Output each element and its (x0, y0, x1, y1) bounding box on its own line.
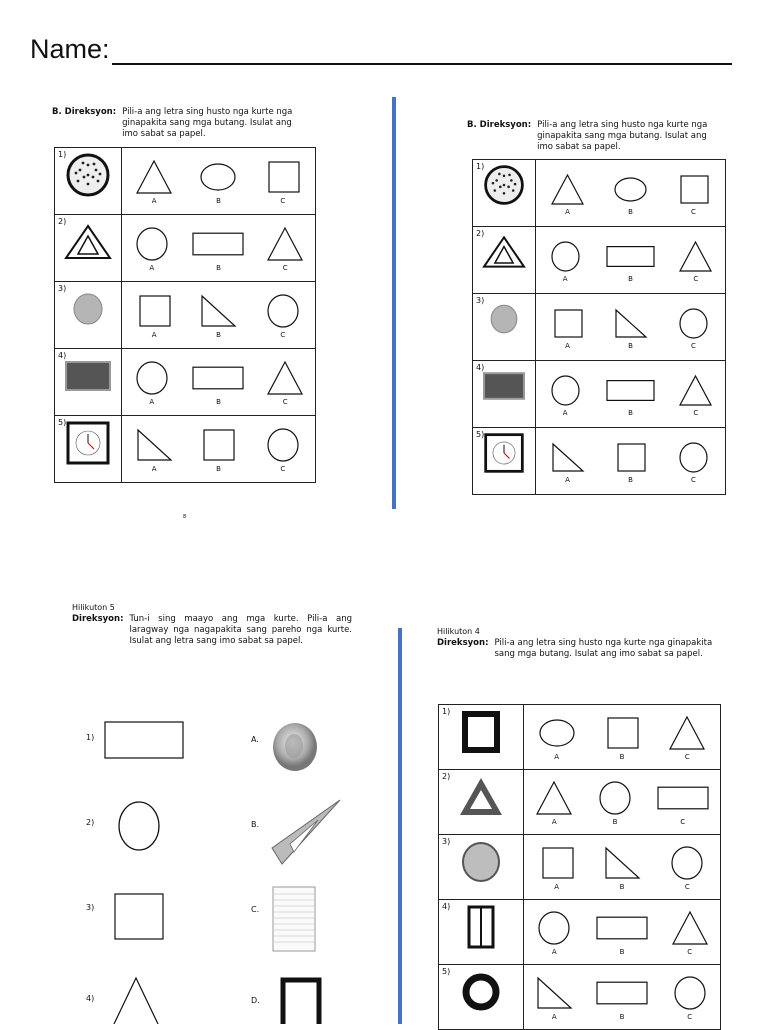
choice-letter: B (628, 475, 633, 484)
right-triangle-shape (199, 293, 237, 329)
choices-cell (122, 416, 316, 483)
choice-letter: C (687, 948, 693, 956)
choice-letter: B (619, 1013, 625, 1021)
divider-top (392, 97, 396, 509)
square-shape (550, 307, 585, 340)
table-row (439, 900, 721, 965)
object-cell (439, 705, 524, 770)
square-shape (603, 715, 641, 751)
object-picture (439, 968, 523, 1016)
choice-c[interactable] (678, 238, 713, 283)
object-cell (439, 965, 524, 1030)
triangle-shape (668, 715, 706, 751)
circle-shape (668, 845, 706, 881)
triangle-shape (266, 360, 304, 396)
directions-label: B. Direksyon: (467, 120, 532, 130)
choices-cell (122, 215, 316, 282)
choice-b[interactable] (596, 973, 648, 1021)
choice-c[interactable] (668, 843, 706, 891)
object-cell (55, 148, 122, 215)
item-number: 3) (442, 837, 451, 846)
triangle-shape (266, 226, 304, 262)
choice-letter: B (216, 197, 221, 205)
object-cell (55, 416, 122, 483)
object-cell (55, 282, 122, 349)
table-row (55, 282, 316, 349)
choice-a[interactable] (538, 713, 576, 761)
choices-cell (536, 227, 726, 294)
choice-letter: B (619, 948, 625, 956)
choice-letter: B (216, 331, 221, 339)
item-number: 3) (58, 284, 67, 293)
rectangle-shape (192, 226, 244, 262)
choice-letter: C (691, 207, 696, 216)
choices-cell (524, 965, 721, 1030)
choice-a[interactable] (550, 439, 585, 484)
choice-b[interactable] (199, 157, 237, 205)
ellipse-shape (199, 159, 237, 195)
choice-c-label: C. (251, 905, 260, 914)
choice-c[interactable] (668, 713, 706, 761)
choice-c[interactable] (264, 425, 302, 473)
table-row (55, 215, 316, 282)
choice-letter: A (554, 883, 560, 891)
square-shape (135, 293, 173, 329)
triangle-shape (112, 975, 160, 1024)
shapes-table (54, 147, 316, 483)
choice-a[interactable] (550, 305, 585, 350)
directions-label: B. Direksyon: (52, 107, 117, 117)
table-row (473, 361, 726, 428)
notebook-paper-image (272, 886, 316, 952)
choice-letter: A (149, 264, 155, 272)
circle-shape (535, 910, 573, 946)
object-cell (473, 160, 536, 227)
item-4-label: 4) (86, 994, 95, 1003)
choice-letter: C (280, 197, 286, 205)
object-picture (55, 285, 121, 333)
object-picture (439, 838, 523, 886)
table-row (439, 965, 721, 1030)
choice-letter: C (691, 475, 696, 484)
rectangle-shape (606, 374, 655, 407)
choice-letter: A (551, 818, 557, 826)
square-shape (199, 427, 237, 463)
choice-letter: B (628, 207, 633, 216)
rectangle-shape (606, 240, 655, 273)
choice-a[interactable] (133, 224, 171, 272)
choice-letter: A (562, 408, 568, 417)
choice-letter: A (554, 753, 560, 761)
shapes-table (472, 159, 726, 495)
choice-b[interactable] (613, 439, 648, 484)
object-cell (473, 294, 536, 361)
choice-b[interactable] (613, 171, 648, 216)
table-row (473, 294, 726, 361)
choices-cell (524, 770, 721, 835)
choice-letter: C (280, 331, 286, 339)
choice-c[interactable] (264, 291, 302, 339)
circle-shape (548, 240, 583, 273)
triangle-shape (550, 173, 585, 206)
table-row (55, 148, 316, 215)
item-number: 1) (442, 707, 451, 716)
worksheet-bottom-right (437, 627, 727, 660)
table-row (473, 227, 726, 294)
activity-title: Hilikuton 4 (437, 627, 480, 636)
circle-shape (671, 975, 709, 1011)
directions-label: Direksyon: (437, 638, 489, 648)
choice-letter: B (612, 818, 618, 826)
choice-b[interactable] (603, 713, 641, 761)
choice-letter: B (628, 341, 633, 350)
choice-letter: A (565, 207, 570, 216)
shapes-table (438, 704, 721, 1030)
square-shape (538, 845, 576, 881)
item-2-label: 2) (86, 818, 95, 827)
circle-shape (676, 307, 711, 340)
picture-frame-image (280, 977, 322, 1024)
choice-c[interactable] (671, 908, 709, 956)
item-number: 3) (476, 296, 485, 305)
object-cell (473, 227, 536, 294)
item-3-label: 3) (86, 903, 95, 912)
triangle-shape (535, 780, 573, 816)
item-number: 2) (442, 772, 451, 781)
choice-a-label: A. (251, 735, 259, 744)
item-number: 1) (58, 150, 67, 159)
choice-a[interactable] (535, 973, 573, 1021)
choice-letter: C (691, 341, 696, 350)
choice-b[interactable] (192, 224, 244, 272)
choice-letter: A (562, 274, 568, 283)
triangle-shape (678, 240, 713, 273)
choice-c[interactable] (266, 224, 304, 272)
choice-b-label: B. (251, 820, 260, 829)
object-picture (473, 364, 535, 408)
item-number: 1) (476, 162, 485, 171)
choice-letter: C (680, 818, 686, 826)
choice-letter: B (619, 753, 625, 761)
choice-c[interactable] (678, 372, 713, 417)
choice-b[interactable] (199, 425, 237, 473)
choice-a[interactable] (548, 238, 583, 283)
circle-shape (264, 427, 302, 463)
rectangle-shape (596, 910, 648, 946)
triangle-shape (678, 374, 713, 407)
object-cell (473, 428, 536, 495)
choice-b[interactable] (596, 908, 648, 956)
square-shape (264, 159, 302, 195)
rectangle-shape (657, 780, 709, 816)
triangle-shape (671, 910, 709, 946)
choices-cell (536, 160, 726, 227)
worksheet-bottom-left (72, 603, 352, 647)
choice-letter: C (687, 1013, 693, 1021)
choice-b[interactable] (606, 238, 655, 283)
choice-a[interactable] (550, 171, 585, 216)
choice-a[interactable] (135, 291, 173, 339)
directions (467, 120, 732, 153)
object-picture (55, 218, 121, 266)
choice-letter: A (151, 465, 157, 473)
choice-a[interactable] (535, 778, 573, 826)
right-triangle-shape (613, 307, 648, 340)
directions (437, 638, 727, 660)
directions-text: Pili-a ang letra sing husto nga kurte nga ginapakita sang mga butang. Isulat ang imo sabat sa papel. (494, 638, 713, 659)
right-triangle-shape (135, 427, 173, 463)
name-field (30, 34, 732, 65)
object-cell (55, 349, 122, 416)
choice-b[interactable] (613, 305, 648, 350)
choice-c[interactable] (266, 358, 304, 406)
choice-letter: B (216, 465, 221, 473)
right-triangle-shape (550, 441, 585, 474)
directions-text: Tun-i sing maayo ang mga kurte. Pili-a ang laragway nga nagapakita sang pareho nga kurte. Isulat ang letra sang imo sabat sa papel. (129, 614, 352, 646)
item-number: 4) (58, 351, 67, 360)
square-shape (676, 173, 711, 206)
table-row (473, 160, 726, 227)
name-underline (112, 39, 732, 65)
choice-letter: B (619, 883, 625, 891)
choice-letter: B (216, 264, 221, 272)
item-number: 4) (442, 902, 451, 911)
item-number: 2) (58, 217, 67, 226)
object-picture (439, 708, 523, 756)
table-row (55, 349, 316, 416)
triangle-shape (135, 159, 173, 195)
circle-shape (133, 226, 171, 262)
choices-cell (524, 705, 721, 770)
circle-shape (133, 360, 171, 396)
item-number: 4) (476, 363, 485, 372)
table-row (439, 770, 721, 835)
choice-letter: C (282, 398, 288, 406)
choice-letter: B (628, 408, 633, 417)
object-cell (439, 900, 524, 965)
object-cell (55, 215, 122, 282)
object-cell (473, 361, 536, 428)
choice-a[interactable] (133, 358, 171, 406)
page-number: 8 (183, 514, 187, 520)
circle-shape (596, 780, 634, 816)
choice-letter: C (684, 753, 690, 761)
choice-b[interactable] (199, 291, 237, 339)
object-picture (473, 163, 535, 207)
table-row (439, 705, 721, 770)
choice-letter: C (693, 274, 699, 283)
choice-c[interactable] (671, 973, 709, 1021)
directions-text: Pili-a ang letra sing husto nga kurte nga ginapakita sang mga butang. Isulat ang imo sabat sa papel. (537, 120, 708, 152)
choice-c[interactable] (676, 171, 711, 216)
item-number: 5) (442, 967, 451, 976)
choices-cell (122, 148, 316, 215)
choices-cell (536, 428, 726, 495)
directions-text: Pili-a ang letra sing husto nga kurte nga ginapakita sang mga butang. Isulat ang imo sabat sa papel. (122, 107, 293, 139)
choice-letter: A (565, 341, 570, 350)
choice-c[interactable] (676, 439, 711, 484)
rectangle-shape (596, 975, 648, 1011)
name-label: Name: (30, 34, 110, 64)
choice-letter: A (151, 331, 157, 339)
item-number: 5) (476, 430, 485, 439)
activity-title: Hilikuton 5 (72, 603, 115, 612)
circle-shape (117, 800, 161, 852)
square-shape (613, 441, 648, 474)
rectangle-shape (192, 360, 244, 396)
choice-b[interactable] (596, 778, 634, 826)
choices-cell (536, 361, 726, 428)
object-cell (439, 770, 524, 835)
choice-a[interactable] (538, 843, 576, 891)
divider-bottom (398, 628, 402, 1024)
worksheet-top-right (467, 120, 732, 153)
choice-letter: A (565, 475, 570, 484)
directions (52, 107, 322, 140)
table-row (439, 835, 721, 900)
table-row (473, 428, 726, 495)
choices-cell (524, 900, 721, 965)
choice-a[interactable] (135, 425, 173, 473)
worksheet-top-left (52, 107, 322, 140)
choice-b[interactable] (192, 358, 244, 406)
ellipse-shape (538, 715, 576, 751)
choices-cell (122, 282, 316, 349)
choice-letter: C (282, 264, 288, 272)
item-1-label: 1) (86, 733, 95, 742)
object-picture (439, 773, 523, 821)
choices-cell (536, 294, 726, 361)
choice-letter: A (149, 398, 155, 406)
object-cell (439, 835, 524, 900)
object-picture (55, 419, 121, 467)
object-picture (439, 903, 523, 951)
item-number: 2) (476, 229, 485, 238)
ellipse-shape (613, 173, 648, 206)
choice-b[interactable] (603, 843, 641, 891)
choice-letter: A (551, 948, 557, 956)
choice-letter: A (551, 1013, 557, 1021)
choice-a[interactable] (548, 372, 583, 417)
item-number: 5) (58, 418, 67, 427)
choice-c[interactable] (657, 778, 709, 826)
choice-a[interactable] (135, 157, 173, 205)
directions (72, 614, 352, 647)
choice-letter: C (280, 465, 286, 473)
object-picture (55, 352, 121, 400)
circle-shape (264, 293, 302, 329)
object-picture (473, 297, 535, 341)
object-picture (473, 431, 535, 475)
choice-letter: B (628, 274, 633, 283)
choice-letter: C (684, 883, 690, 891)
set-square-image (270, 798, 342, 866)
choice-letter: C (693, 408, 699, 417)
directions-label: Direksyon: (72, 614, 124, 624)
choice-d-label: D. (251, 996, 260, 1005)
choice-c[interactable] (676, 305, 711, 350)
table-row (55, 416, 316, 483)
choice-letter: B (216, 398, 221, 406)
choice-b[interactable] (606, 372, 655, 417)
choices-cell (524, 835, 721, 900)
right-triangle-shape (535, 975, 573, 1011)
object-picture (473, 230, 535, 274)
rectangle-shape (104, 721, 184, 759)
circle-shape (548, 374, 583, 407)
circle-shape (676, 441, 711, 474)
choice-a[interactable] (535, 908, 573, 956)
choice-c[interactable] (264, 157, 302, 205)
coin-image (272, 722, 318, 772)
choices-cell (122, 349, 316, 416)
right-triangle-shape (603, 845, 641, 881)
choice-letter: A (151, 197, 157, 205)
square-shape (114, 893, 166, 941)
object-picture (55, 151, 121, 199)
